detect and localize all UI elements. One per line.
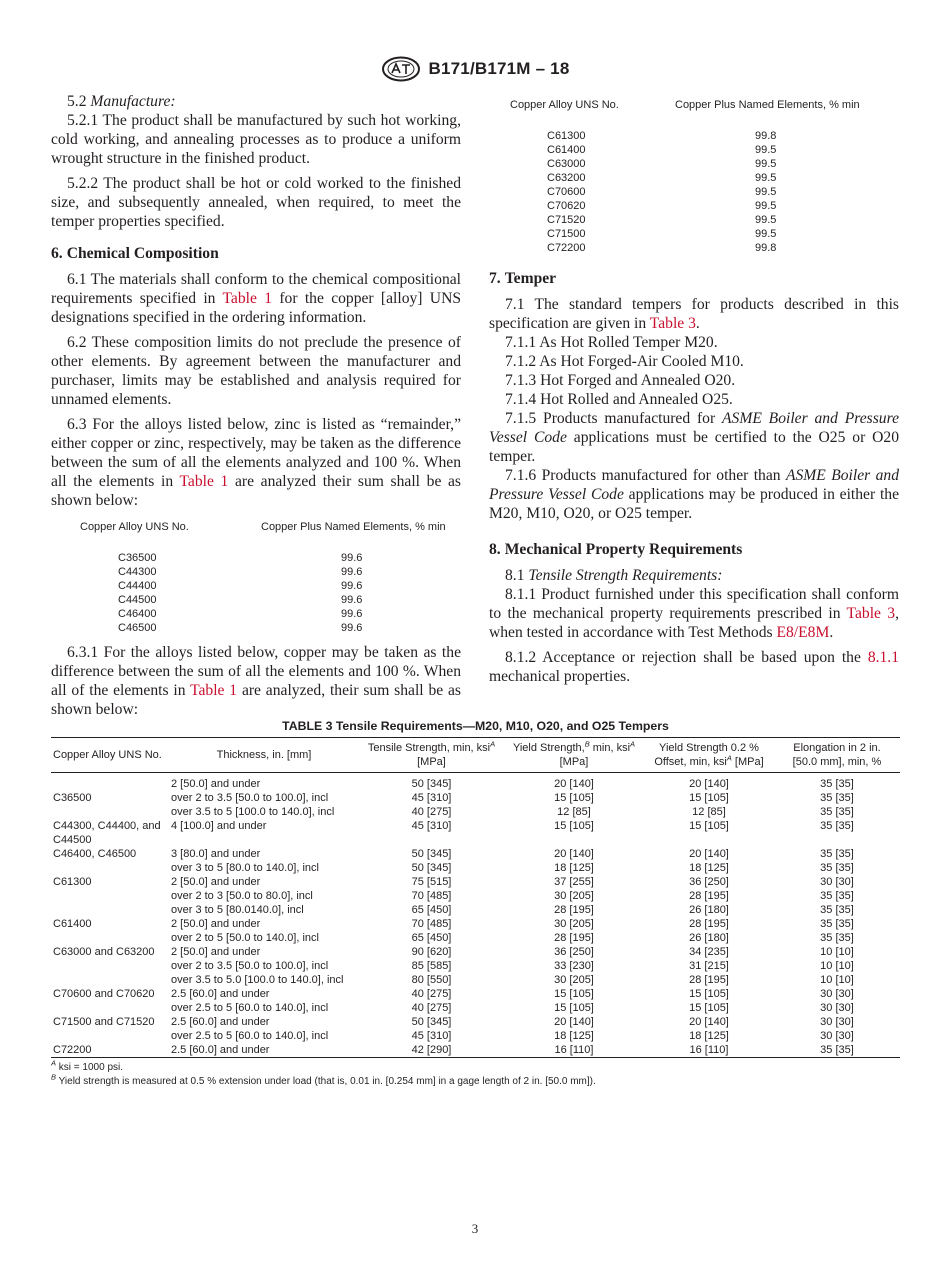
cell-yield: 37 [255] [554, 876, 594, 888]
cell-elong: 35 [35] [820, 932, 854, 944]
table-row [51, 931, 900, 945]
list-item-value: 99.5 [755, 144, 777, 156]
cell-elong: 35 [35] [820, 904, 854, 916]
composition-list-1 [51, 520, 461, 635]
cell-yield: 28 [195] [554, 932, 594, 944]
list-item-value: 99.8 [755, 130, 777, 142]
table-row [51, 973, 900, 987]
list-item [51, 593, 461, 607]
cell-thickness: 2 [50.0] and under [171, 946, 261, 958]
list-item-value: 99.6 [341, 566, 363, 578]
cell-elong: 35 [35] [820, 792, 854, 804]
cell-elong: 30 [30] [820, 988, 854, 1000]
list-item [51, 607, 461, 621]
cell-alloy [51, 889, 169, 903]
cell-yield: 18 [125] [554, 1030, 594, 1042]
list-item-value: 99.6 [341, 552, 363, 564]
cell-yield02: 15 [105] [689, 1002, 729, 1014]
cell-yield02: 15 [105] [689, 792, 729, 804]
section-8-1-heading: 8.1 Tensile Strength Requirements: [505, 567, 723, 584]
paragraph-7-1-5: 7.1.5 Products manufactured for ASME Boiler and Pressure Vessel Code applications must be certified to the O25 or O20 temper. [489, 410, 900, 465]
list-item-alloy: C61400 [547, 144, 586, 156]
cell-yield02: 28 [195] [689, 918, 729, 930]
list-item [489, 241, 899, 255]
paragraph-5-2-2: 5.2.2 The product shall be hot or cold worked to the finished size, and subsequently annealed, when required, to meet the temper properties specified. [51, 175, 461, 230]
cell-yield: 30 [205] [554, 918, 594, 930]
paragraph-6-1: 6.1 The materials shall conform to the chemical compositional requirements specified in Table 1 for the copper [alloy] UNS designations specified in the ordering information. [51, 271, 462, 326]
table-1-link[interactable]: Table 1 [222, 290, 273, 307]
cell-yield02: 12 [85] [692, 806, 726, 818]
cell-thickness: 3 [80.0] and under [171, 848, 261, 860]
col-header-alloy: Copper Alloy UNS No. [51, 738, 169, 773]
list-item [51, 621, 461, 635]
cell-tensile: 85 [585] [411, 960, 452, 972]
cell-thickness: over 3 to 5 [80.0 to 140.0], incl [171, 862, 319, 874]
astm-logo-icon [381, 56, 421, 82]
col-header-tensile: Tensile Strength, min, ksi$^A$ [MPa] [359, 738, 504, 773]
cell-elong: 35 [35] [820, 890, 854, 902]
cell-alloy: C71500 and C71520 [53, 1016, 155, 1028]
cell-tensile: 45 [310] [411, 820, 452, 832]
list-item-alloy: C63000 [547, 158, 586, 170]
list-item-value: 99.5 [755, 200, 777, 212]
list-item [489, 227, 899, 241]
cell-thickness: over 3 to 5 [80.0140.0], incl [171, 904, 304, 916]
list-item-value: 99.5 [755, 186, 777, 198]
cell-yield02: 15 [105] [689, 988, 729, 1000]
list-item-alloy: C46500 [118, 622, 157, 634]
tensile-requirements-table [51, 737, 900, 1058]
left-column [51, 92, 461, 719]
list-item-alloy: C70600 [547, 186, 586, 198]
cell-alloy: C44300, C44400, and C44500 [53, 820, 161, 846]
cell-elong: 35 [35] [774, 1043, 900, 1058]
section-8-1-1-link[interactable]: 8.1.1 [867, 649, 899, 666]
footnote-b: $^B$ Yield strength is measured at 0.5 % extension under load (that is, 0.01 in. [0.254 mm] in a gage length of 2 in. [50.0 mm]). [51, 1072, 596, 1087]
cell-elong: 30 [30] [820, 876, 854, 888]
document-designation: B171/B171M – 18 [428, 59, 570, 78]
list-item [51, 551, 461, 565]
col-header-thickness: Thickness, in. [mm] [169, 738, 359, 773]
cell-thickness: over 3.5 to 5 [100.0 to 140.0], incl [171, 806, 335, 818]
section-5-2-heading: 5.2 Manufacture: [67, 93, 176, 110]
table-row [51, 847, 900, 861]
table-row [51, 903, 900, 917]
paragraph-8-1-1: 8.1.1 Product furnished under this specification shall conform to the mechanical property requirements prescribed in Table 3, when tested in accordance with Test Methods E8/E8M. [489, 586, 899, 641]
table-row [51, 1043, 900, 1058]
cell-thickness: 2.5 [60.0] and under [169, 1043, 359, 1058]
paragraph-7-1-4: 7.1.4 Hot Rolled and Annealed O25. [505, 391, 733, 408]
cell-tensile: 90 [620] [411, 946, 452, 958]
table-3-link[interactable]: Table 3 [649, 315, 696, 332]
cell-alloy [51, 903, 169, 917]
cell-thickness: 2.5 [60.0] and under [171, 988, 270, 1000]
section-8-heading: 8. Mechanical Property Requirements [489, 541, 743, 558]
cell-alloy: C63000 and C63200 [53, 946, 155, 958]
list-item-value: 99.5 [755, 228, 777, 240]
table-3-caption: TABLE 3 Tensile Requirements—M20, M10, O20, and O25 Tempers [282, 719, 669, 733]
cell-alloy: C72200 [51, 1043, 169, 1058]
cell-thickness: over 2 to 3.5 [50.0 to 100.0], incl [171, 960, 329, 972]
list-item-value: 99.5 [755, 172, 777, 184]
cell-alloy [51, 773, 169, 792]
cell-elong: 30 [30] [820, 1016, 854, 1028]
cell-yield02: 15 [105] [689, 820, 729, 832]
table-row [51, 861, 900, 875]
table-3 [51, 719, 900, 1088]
list-item [51, 579, 461, 593]
cell-yield02: 18 [125] [689, 1030, 729, 1042]
cell-yield02: 26 [180] [689, 904, 729, 916]
cell-tensile: 45 [310] [411, 792, 452, 804]
cell-tensile: 70 [485] [411, 890, 452, 902]
cell-thickness: 2 [50.0] and under [171, 778, 261, 790]
list-item [489, 143, 899, 157]
cell-yield: 20 [140] [554, 848, 594, 860]
cell-elong: 30 [30] [820, 1002, 854, 1014]
cell-yield: 20 [140] [554, 778, 594, 790]
table-row [51, 805, 900, 819]
cell-alloy: C36500 [53, 792, 92, 804]
table-row [51, 1015, 900, 1029]
list-item-alloy: C72200 [547, 242, 586, 254]
cell-elong: 35 [35] [820, 778, 854, 790]
list-header-elements: Copper Plus Named Elements, % min [675, 99, 860, 111]
cell-alloy: C70600 and C70620 [53, 988, 155, 1000]
list-item-value: 99.6 [341, 580, 363, 592]
cell-yield02: 16 [110] [644, 1043, 774, 1058]
list-item-alloy: C61300 [547, 130, 586, 142]
table-row [51, 889, 900, 903]
cell-tensile: 50 [345] [411, 848, 452, 860]
list-header-elements: Copper Plus Named Elements, % min [261, 521, 446, 533]
cell-tensile: 80 [550] [411, 974, 452, 986]
cell-yield02: 28 [195] [689, 890, 729, 902]
composition-list-2 [489, 98, 899, 255]
list-item-alloy: C70620 [547, 200, 586, 212]
col-header-yield-0-2: Yield Strength 0.2 % Offset, min, ksi$^A$ [MPa] [644, 738, 774, 773]
list-item-value: 99.5 [755, 214, 777, 226]
cell-thickness: over 2 to 3 [50.0 to 80.0], incl [171, 890, 313, 902]
table-row [51, 987, 900, 1001]
cell-yield: 12 [85] [557, 806, 591, 818]
cell-elong: 35 [35] [820, 820, 854, 832]
table-row [51, 917, 900, 931]
paragraph-5-2-1: 5.2.1 The product shall be manufactured by such hot working, cold working, and annealing processes as to produce a uniform wrought structure in the finished product. [51, 112, 461, 167]
cell-tensile: 42 [290] [359, 1043, 504, 1058]
cell-alloy [51, 959, 169, 973]
cell-tensile: 40 [275] [411, 1002, 452, 1014]
list-item [51, 565, 461, 579]
page-number: 3 [471, 1221, 479, 1236]
table-row [51, 1029, 900, 1043]
list-item-alloy: C36500 [118, 552, 157, 564]
cell-yield02: 26 [180] [689, 932, 729, 944]
page-header [0, 54, 950, 84]
list-item-alloy: C46400 [118, 608, 157, 620]
table-row [51, 819, 900, 847]
cell-tensile: 70 [485] [411, 918, 452, 930]
list-item-value: 99.6 [341, 608, 363, 620]
list-header-alloy: Copper Alloy UNS No. [80, 521, 189, 533]
col-header-elongation: Elongation in 2 in. [50.0 mm], min, % [774, 738, 900, 773]
cell-yield02: 20 [140] [689, 1016, 729, 1028]
list-item-value: 99.5 [755, 158, 777, 170]
cell-yield02: 31 [215] [689, 960, 729, 972]
cell-elong: 35 [35] [820, 918, 854, 930]
list-item [489, 213, 899, 227]
paragraph-6-3-1: 6.3.1 For the alloys listed below, copper may be taken as the difference between the sum of all the elements and 100 %. When all of the elements in Table 1 are analyzed, their sum shall be as shown below: [51, 644, 461, 718]
table-row [51, 875, 900, 889]
right-column [489, 98, 899, 686]
list-item-alloy: C63200 [547, 172, 586, 184]
cell-tensile: 50 [345] [411, 778, 452, 790]
cell-tensile: 65 [450] [411, 904, 452, 916]
cell-thickness: over 2 to 3.5 [50.0 to 100.0], incl [171, 792, 329, 804]
cell-thickness: 2 [50.0] and under [171, 876, 261, 888]
cell-tensile: 75 [515] [411, 876, 452, 888]
paragraph-6-3: 6.3 For the alloys listed below, zinc is listed as “remainder,” either copper or zinc, respectively, may be taken as the difference between the sum of all the elements analyzed and 100 %. When all the elements in Table 1 are analyzed their sum shall be as shown below: [51, 416, 462, 509]
list-item-value: 99.8 [755, 242, 777, 254]
cell-yield02: 28 [195] [689, 974, 729, 986]
cell-thickness: 2 [50.0] and under [171, 918, 261, 930]
cell-thickness: over 3.5 to 5.0 [100.0 to 140.0], incl [171, 974, 344, 986]
cell-alloy: C46400, C46500 [53, 848, 137, 860]
section-6-heading: 6. Chemical Composition [51, 245, 219, 262]
cell-alloy [51, 861, 169, 875]
cell-thickness: over 2 to 5 [50.0 to 140.0], incl [171, 932, 319, 944]
paragraph-7-1-2: 7.1.2 As Hot Forged-Air Cooled M10. [505, 353, 744, 370]
cell-elong: 10 [10] [820, 960, 854, 972]
list-item [489, 185, 899, 199]
footnote-a: $^A$ ksi = 1000 psi. [51, 1058, 124, 1073]
cell-yield02: 34 [235] [689, 946, 729, 958]
list-item [489, 129, 899, 143]
section-7-heading: 7. Temper [489, 270, 557, 287]
cell-thickness: over 2.5 to 5 [60.0 to 140.0], incl [171, 1030, 329, 1042]
list-item-alloy: C44300 [118, 566, 157, 578]
table-1-link[interactable]: Table 1 [179, 473, 229, 490]
col-header-yield: Yield Strength,$^B$ min, ksi$^A$ [MPa] [504, 738, 644, 773]
list-item-alloy: C71520 [547, 214, 586, 226]
table-row [51, 959, 900, 973]
cell-yield: 15 [105] [554, 792, 594, 804]
list-item-value: 99.6 [341, 594, 363, 606]
list-item-alloy: C44400 [118, 580, 157, 592]
cell-yield02: 36 [250] [689, 876, 729, 888]
cell-elong: 35 [35] [820, 848, 854, 860]
cell-alloy [51, 805, 169, 819]
paragraph-7-1-6: 7.1.6 Products manufactured for other than ASME Boiler and Pressure Vessel Code applications may be produced in either the M20, M10, O20, or O25 temper. [489, 467, 900, 522]
table-header-row [51, 738, 900, 773]
cell-tensile: 65 [450] [411, 932, 452, 944]
cell-tensile: 50 [345] [411, 862, 452, 874]
e8-e8m-link[interactable]: E8/E8M [776, 624, 830, 641]
paragraph-7-1-3: 7.1.3 Hot Forged and Annealed O20. [505, 372, 736, 389]
cell-alloy [51, 1029, 169, 1043]
list-header-alloy: Copper Alloy UNS No. [510, 99, 619, 111]
cell-yield: 20 [140] [554, 1016, 594, 1028]
cell-elong: 35 [35] [820, 806, 854, 818]
list-item [489, 157, 899, 171]
table-3-link[interactable]: Table 3 [846, 605, 896, 622]
cell-tensile: 40 [275] [411, 806, 452, 818]
list-item [489, 199, 899, 213]
cell-thickness: 2.5 [60.0] and under [171, 1016, 270, 1028]
cell-elong: 35 [35] [820, 862, 854, 874]
list-item-alloy: C71500 [547, 228, 586, 240]
cell-yield02: 18 [125] [689, 862, 729, 874]
cell-yield: 15 [105] [554, 1002, 594, 1014]
table-row [51, 1001, 900, 1015]
paragraph-6-2: 6.2 These composition limits do not preclude the presence of other elements. By agreement between the manufacturer and purchaser, limits may be established and analysis required for unnamed elements. [51, 334, 461, 408]
cell-alloy [51, 1001, 169, 1015]
table-row [51, 791, 900, 805]
cell-yield: 33 [230] [554, 960, 594, 972]
cell-yield: 15 [105] [554, 820, 594, 832]
cell-yield02: 20 [140] [689, 778, 729, 790]
cell-elong: 10 [10] [820, 974, 854, 986]
cell-yield: 28 [195] [554, 904, 594, 916]
list-item-value: 99.6 [341, 622, 363, 634]
cell-alloy [51, 973, 169, 987]
cell-elong: 10 [10] [820, 946, 854, 958]
cell-tensile: 40 [275] [411, 988, 452, 1000]
cell-thickness: 4 [100.0] and under [171, 820, 267, 832]
cell-tensile: 45 [310] [411, 1030, 452, 1042]
list-item-alloy: C44500 [118, 594, 157, 606]
cell-alloy [51, 931, 169, 945]
cell-yield: 18 [125] [554, 862, 594, 874]
cell-yield: 15 [105] [554, 988, 594, 1000]
table-row [51, 773, 900, 792]
cell-yield: 30 [205] [554, 974, 594, 986]
paragraph-7-1: 7.1 The standard tempers for products described in this specification are given in Table 3. [489, 296, 899, 332]
cell-alloy: C61400 [53, 918, 92, 930]
cell-yield02: 20 [140] [689, 848, 729, 860]
table-1-link[interactable]: Table 1 [190, 682, 238, 699]
cell-yield: 36 [250] [554, 946, 594, 958]
cell-thickness: over 2.5 to 5 [60.0 to 140.0], incl [171, 1002, 329, 1014]
cell-yield: 16 [110] [504, 1043, 644, 1058]
table-row [51, 945, 900, 959]
cell-alloy: C61300 [53, 876, 92, 888]
cell-tensile: 50 [345] [411, 1016, 452, 1028]
paragraph-7-1-1: 7.1.1 As Hot Rolled Temper M20. [505, 334, 718, 351]
paragraph-8-1-2: 8.1.2 Acceptance or rejection shall be based upon the 8.1.1 mechanical properties. [489, 649, 899, 685]
cell-yield: 30 [205] [554, 890, 594, 902]
cell-elong: 30 [30] [820, 1030, 854, 1042]
list-item [489, 171, 899, 185]
